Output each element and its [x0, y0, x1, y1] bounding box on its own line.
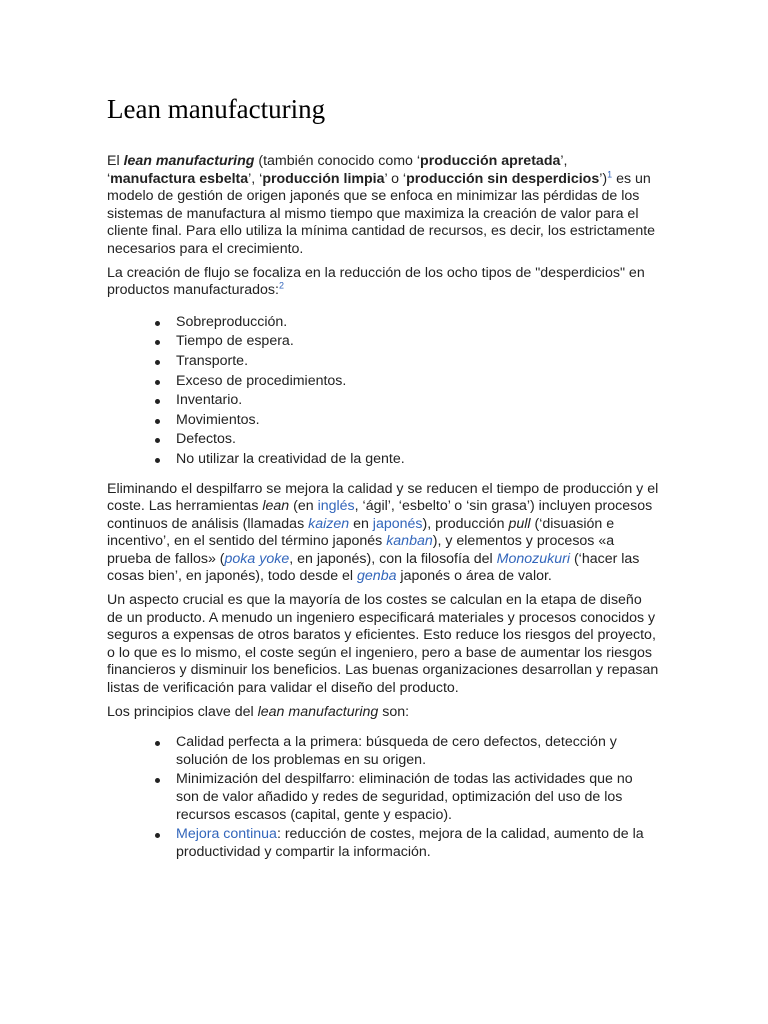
link-japones[interactable]: japonés [372, 515, 423, 532]
intro-bold-term: producción sin desperdicios [406, 170, 600, 187]
tools-text: en [349, 515, 373, 532]
list-item: Exceso de procedimientos. [176, 372, 659, 392]
term-lean-manufacturing: lean manufacturing [257, 703, 379, 720]
flow-paragraph [107, 265, 659, 300]
link-kanban-text: kanban [386, 533, 433, 550]
list-item: Movimientos. [176, 411, 659, 431]
flow-text: La creación de flujo se focaliza en la reducción de los ocho tipos de "desperdicios" en productos manufacturados: [107, 264, 645, 299]
tools-text: japonés o área de valor. [396, 568, 552, 585]
list-item [176, 826, 659, 861]
intro-text: es un modelo de gestión de origen japonés que se enfoca en minimizar las pérdidas de los sistemas de manufactura al mismo tiempo que maximiza la creación de valor para el cliente final. Para ello utiliza la mínima cantidad de recursos, es decir, los estrictamente necesarios para el crecimiento. [107, 170, 656, 257]
principle-text: : reducción de costes, mejora de la calidad, aumento de la productividad y compartir la información. [176, 826, 644, 860]
link-kanban[interactable] [386, 533, 433, 549]
link-kaizen-text: kaizen [308, 515, 350, 532]
reference-link-2[interactable]: 2 [278, 280, 284, 291]
intro-bold-term: manufactura esbelta [110, 170, 249, 187]
link-genba[interactable] [357, 568, 396, 584]
intro-term: lean manufacturing [123, 153, 255, 169]
tools-text: , ‘ágil’, ‘esbelto’ o ‘sin grasa’) incluyen procesos continuos de análisis (llamadas [107, 498, 653, 532]
intro-text: ’) [599, 170, 608, 187]
tools-text: (‘hacer las cosas bien’, en japonés), todo desde el [107, 550, 640, 585]
tools-text: , en japonés), con la filosofía del [289, 550, 497, 567]
principles-intro-text: son: [378, 703, 410, 720]
principles-intro-text: Los principios clave del [107, 703, 258, 720]
list-item: Transporte. [176, 352, 659, 372]
waste-list [107, 313, 659, 470]
article-body [107, 153, 659, 872]
tools-text: (‘disuasión e incentivo’, en el sentido del término japonés [107, 515, 615, 550]
list-item: Minimización del despilfarro: eliminación de todas las actividades que no son de valor añadido y redes de seguridad, optimización del uso de los recursos escasos (capital, gente y espacio). [176, 771, 659, 824]
list-item: Calidad perfecta a la primera: búsqueda de cero defectos, detección y solución de los problemas en su origen. [176, 734, 659, 769]
link-mejora-continua[interactable]: Mejora continua [176, 826, 277, 843]
design-paragraph: Un aspecto crucial es que la mayoría de los costes se calculan en la etapa de diseño de un producto. A menudo un ingeniero especificará materiales y procesos conocidos y seguros a expensas de otros baratos y eficientes. Esto reduce los riesgos del proyecto, o lo que es lo mismo, el coste según el ingeniero, pero a base de aumentar los riesgos financieros y disminuir los beneficios. Las buenas organizaciones desarrollan y repasan listas de verificación para validar el diseño del producto. [107, 592, 659, 697]
intro-text: ’, ‘ [107, 153, 568, 187]
principles-list [107, 734, 659, 861]
list-item: Defectos. [176, 430, 659, 450]
intro-bold-term: producción apretada [420, 153, 561, 169]
list-item: Inventario. [176, 391, 659, 411]
tools-text: ), y elementos y procesos «a prueba de fallos» ( [107, 533, 615, 567]
intro-text: El [107, 153, 124, 169]
link-poka-yoke-text: poka yoke [224, 550, 290, 567]
tools-text: (en [289, 498, 318, 515]
intro-text: ’, ‘ [248, 170, 263, 187]
list-item: No utilizar la creatividad de la gente. [176, 450, 659, 470]
link-poka-yoke[interactable] [225, 551, 290, 567]
term-lean: lean [262, 498, 290, 515]
reference-link-1[interactable]: 1 [607, 168, 613, 179]
tools-text: ), producción [422, 515, 509, 532]
link-ingles[interactable]: inglés [317, 498, 355, 515]
list-item: Sobreproducción. [176, 313, 659, 333]
tools-text: Eliminando el despilfarro se mejora la calidad y se reducen el tiempo de producción y el coste. Las herramientas [107, 480, 659, 515]
tools-paragraph [107, 481, 659, 587]
link-genba-text: genba [357, 568, 397, 585]
intro-bold-term: producción limpia [262, 170, 385, 187]
principles-intro [107, 704, 659, 722]
link-monozukuri-text: Monozukuri [496, 550, 570, 567]
intro-text: (también conocido como ‘ [254, 153, 421, 169]
link-kaizen[interactable] [308, 516, 349, 532]
page-title: Lean manufacturing [107, 94, 326, 124]
intro-text: ’ o ‘ [384, 170, 407, 187]
list-item: Tiempo de espera. [176, 332, 659, 352]
term-pull: pull [508, 515, 531, 532]
intro-paragraph [107, 153, 659, 259]
link-monozukuri[interactable] [497, 551, 570, 567]
